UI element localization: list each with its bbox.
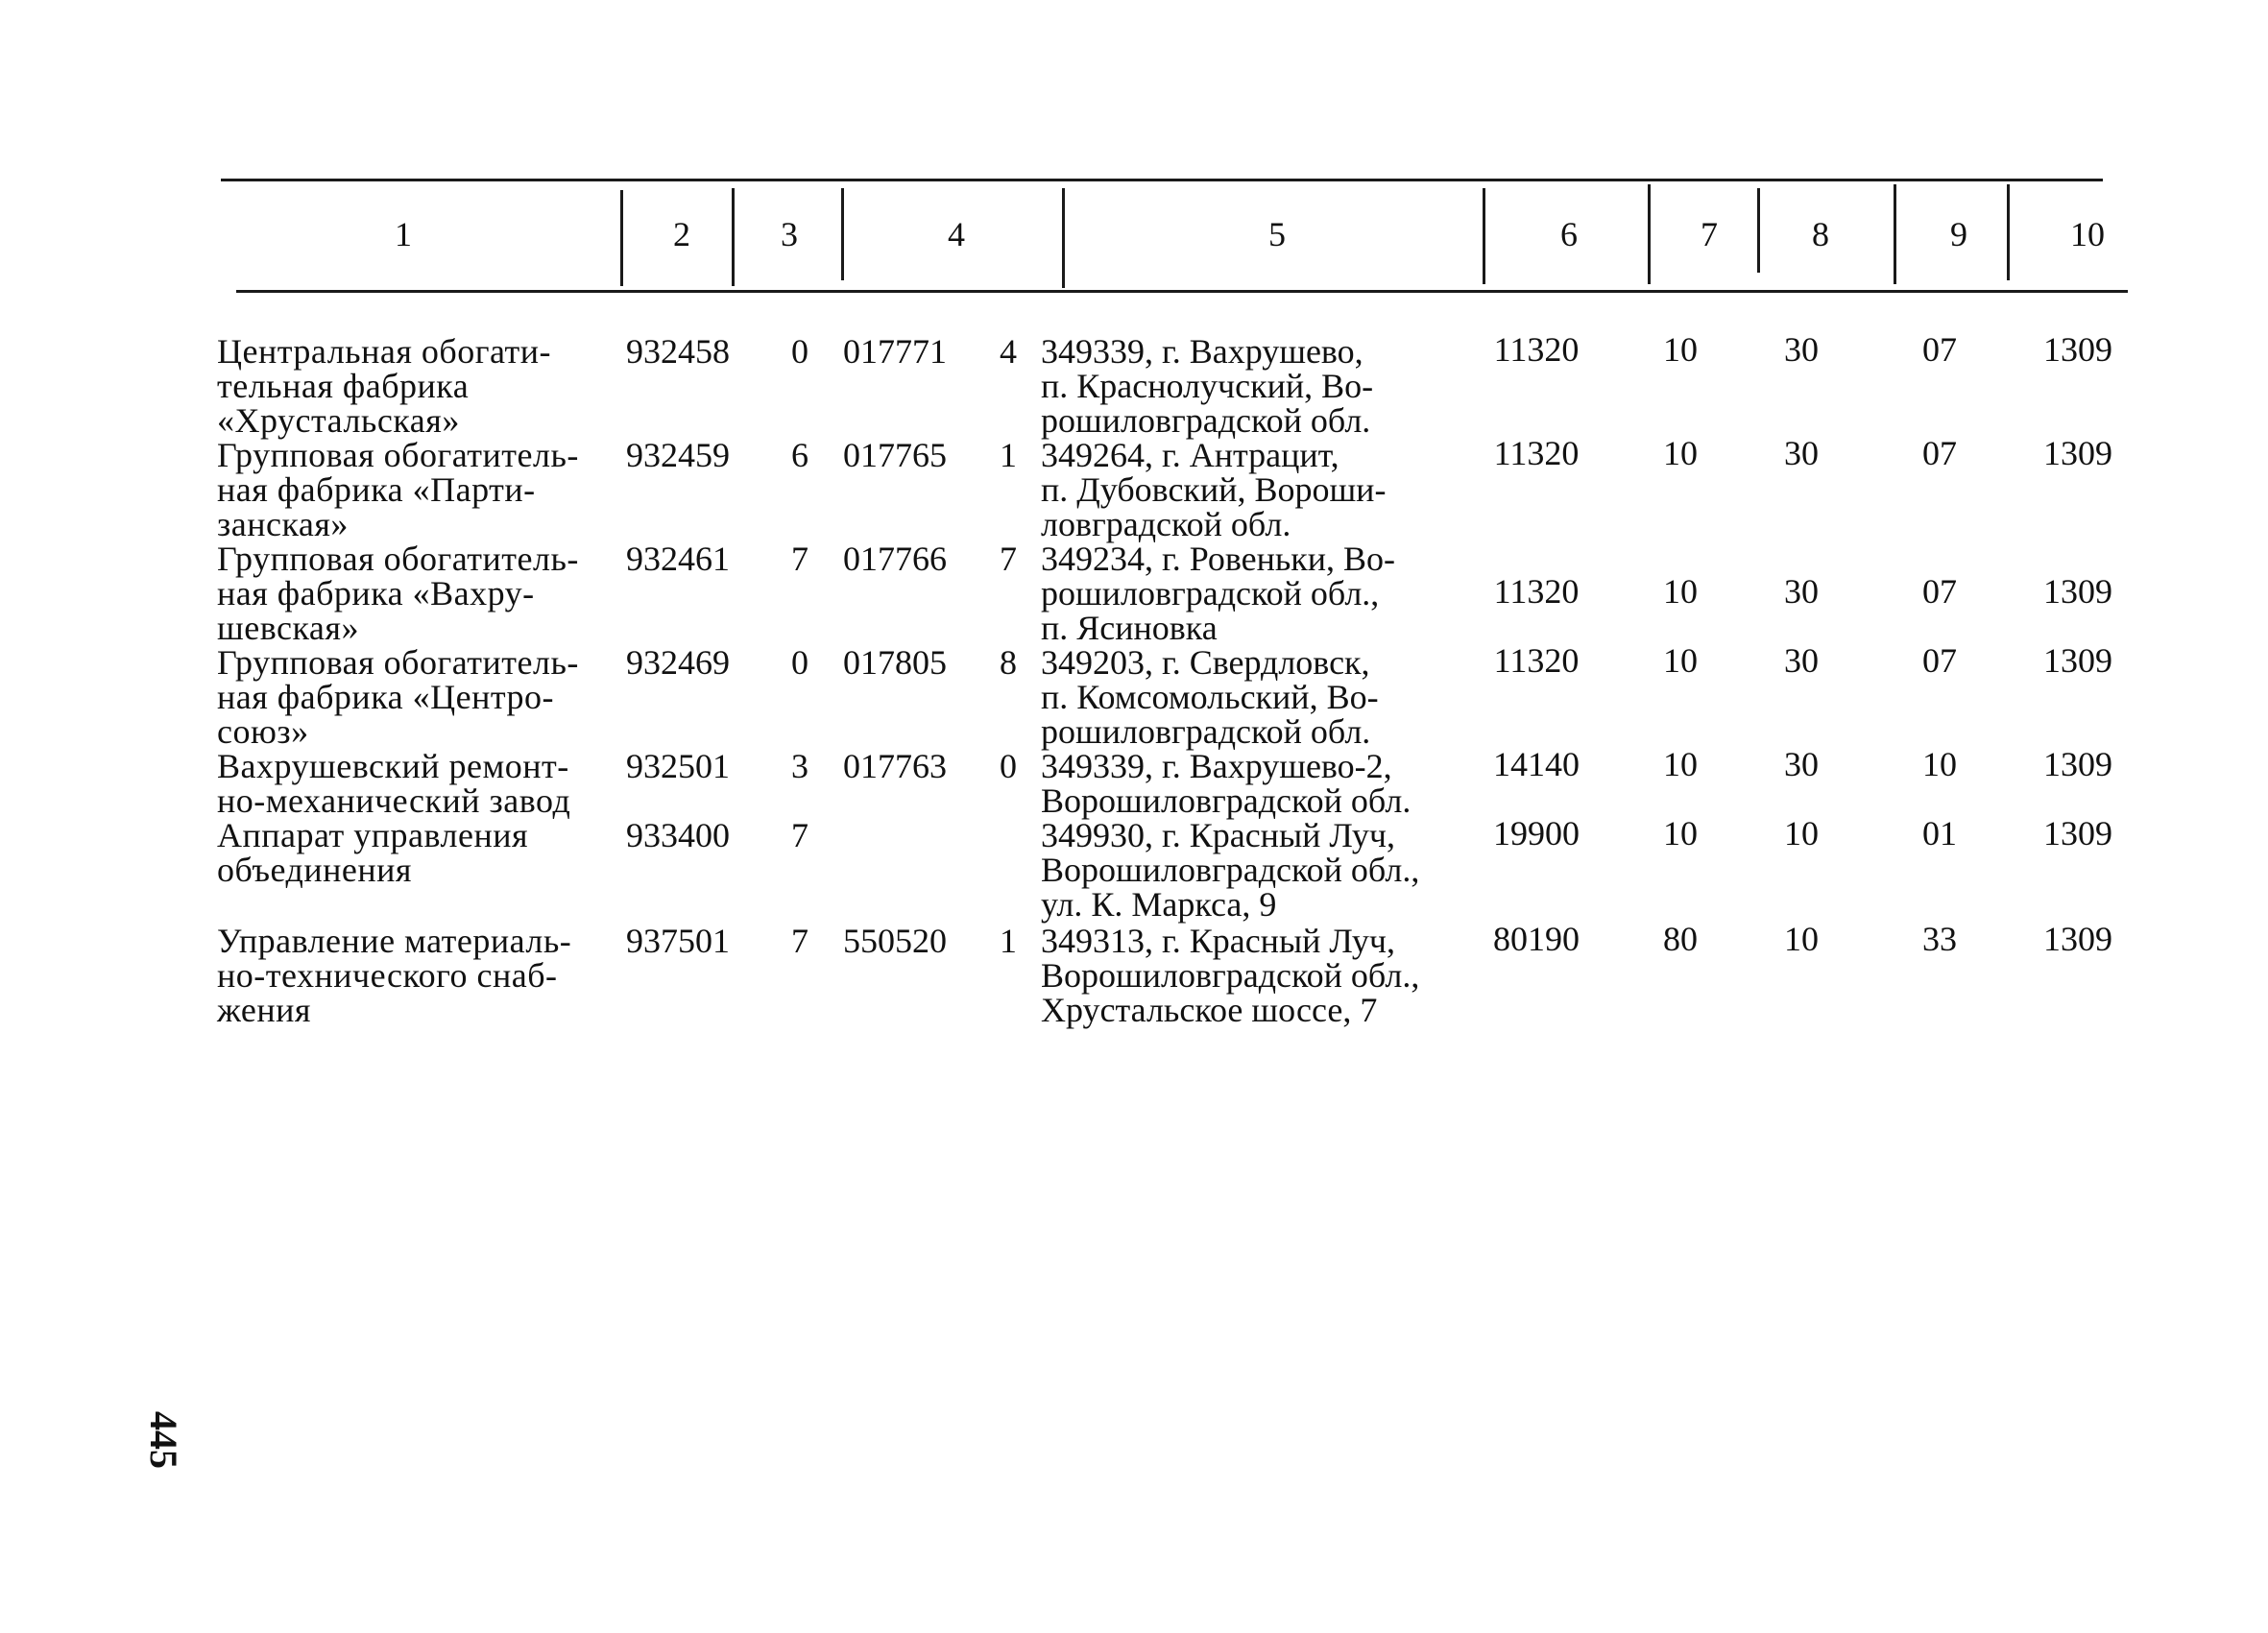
code-col-7: 80 xyxy=(1663,920,1698,958)
code-col-2: 932501 xyxy=(626,747,730,785)
header-col-6: 6 xyxy=(1560,215,1578,253)
column-divider xyxy=(1483,188,1485,284)
code-col-6: 14140 xyxy=(1493,745,1580,783)
code-col-9: 07 xyxy=(1922,641,1957,680)
address: 349234, г. Ровеньки, Во- рошиловградской обл., п. Ясиновка xyxy=(1041,540,1396,647)
code-col-8: 10 xyxy=(1784,814,1819,853)
column-divider xyxy=(2007,184,2010,280)
header-col-4: 4 xyxy=(948,215,965,253)
enterprise-name: Групповая обогатитель- ная фабрика «Вахру- шевская» xyxy=(217,540,579,647)
code-col-7: 10 xyxy=(1663,434,1698,472)
check-digit: 1 xyxy=(1000,436,1017,474)
header-col-9: 9 xyxy=(1950,215,1967,253)
code-col-2: 932461 xyxy=(626,540,730,578)
address: 349930, г. Красный Луч, Ворошиловградской обл., ул. К. Маркса, 9 xyxy=(1041,816,1420,924)
code-col-10: 1309 xyxy=(2043,641,2112,680)
code-col-10: 1309 xyxy=(2043,745,2112,783)
code-col-8: 30 xyxy=(1784,641,1819,680)
code-col-6: 11320 xyxy=(1493,572,1580,611)
code-col-2: 937501 xyxy=(626,922,730,960)
code-col-6: 19900 xyxy=(1493,814,1580,853)
code-col-4: 017766 xyxy=(843,540,947,578)
check-digit: 1 xyxy=(1000,922,1017,960)
address: 349264, г. Антрацит, п. Дубовский, Вороши- ловградской обл. xyxy=(1041,436,1387,543)
check-digit: 8 xyxy=(1000,643,1017,682)
code-col-2: 932458 xyxy=(626,332,730,371)
code-col-7: 10 xyxy=(1663,641,1698,680)
code-col-7: 10 xyxy=(1663,572,1698,611)
column-divider xyxy=(1062,188,1065,288)
header-col-2: 2 xyxy=(673,215,690,253)
code-col-8: 30 xyxy=(1784,434,1819,472)
code-col-9: 07 xyxy=(1922,330,1957,369)
code-col-10: 1309 xyxy=(2043,920,2112,958)
code-col-3: 7 xyxy=(791,540,808,578)
header-col-8: 8 xyxy=(1812,215,1829,253)
code-col-9: 07 xyxy=(1922,434,1957,472)
enterprise-name: Групповая обогатитель- ная фабрика «Центро- союз» xyxy=(217,643,579,751)
page-number: 445 xyxy=(142,1411,185,1469)
column-divider xyxy=(1757,188,1760,273)
address: 349203, г. Свердловск, п. Комсомольский, Во- рошиловградской обл. xyxy=(1041,643,1379,751)
column-divider xyxy=(1648,184,1651,284)
code-col-7: 10 xyxy=(1663,814,1698,853)
code-col-8: 30 xyxy=(1784,745,1819,783)
column-divider xyxy=(841,188,844,280)
check-digit: 7 xyxy=(1000,540,1017,578)
code-col-8: 30 xyxy=(1784,330,1819,369)
check-digit: 4 xyxy=(1000,332,1017,371)
code-col-3: 0 xyxy=(791,332,808,371)
code-col-7: 10 xyxy=(1663,745,1698,783)
check-digit: 0 xyxy=(1000,747,1017,785)
code-col-3: 7 xyxy=(791,922,808,960)
code-col-2: 933400 xyxy=(626,816,730,854)
address: 349339, г. Вахрушево, п. Краснолучский, Во- рошиловградской обл. xyxy=(1041,332,1374,440)
enterprise-name: Вахрушевский ремонт- но-механический завод xyxy=(217,747,571,820)
code-col-3: 3 xyxy=(791,747,808,785)
code-col-3: 7 xyxy=(791,816,808,854)
code-col-2: 932459 xyxy=(626,436,730,474)
code-col-8: 30 xyxy=(1784,572,1819,611)
code-col-9: 33 xyxy=(1922,920,1957,958)
code-col-10: 1309 xyxy=(2043,434,2112,472)
code-col-4: 017765 xyxy=(843,436,947,474)
header-col-3: 3 xyxy=(781,215,798,253)
header-col-5: 5 xyxy=(1268,215,1286,253)
column-divider xyxy=(1894,184,1896,284)
column-divider xyxy=(732,188,735,286)
header-col-10: 10 xyxy=(2070,215,2105,253)
code-col-4: 017763 xyxy=(843,747,947,785)
code-col-10: 1309 xyxy=(2043,572,2112,611)
code-col-2: 932469 xyxy=(626,643,730,682)
code-col-3: 0 xyxy=(791,643,808,682)
code-col-9: 10 xyxy=(1922,745,1957,783)
code-col-6: 11320 xyxy=(1493,330,1580,369)
enterprise-name: Управление материаль- но-технического снаб- жения xyxy=(217,922,572,1029)
code-col-7: 10 xyxy=(1663,330,1698,369)
address: 349313, г. Красный Луч, Ворошиловградской обл., Хрустальское шоссе, 7 xyxy=(1041,922,1420,1029)
enterprise-name: Групповая обогатитель- ная фабрика «Парти- занская» xyxy=(217,436,579,543)
code-col-8: 10 xyxy=(1784,920,1819,958)
code-col-9: 07 xyxy=(1922,572,1957,611)
code-col-4: 017805 xyxy=(843,643,947,682)
column-divider xyxy=(620,190,623,286)
code-col-9: 01 xyxy=(1922,814,1957,853)
enterprise-name: Центральная обогати- тельная фабрика «Хрустальская» xyxy=(217,332,552,440)
header-col-7: 7 xyxy=(1701,215,1718,253)
table-top-rule xyxy=(221,179,2103,181)
address: 349339, г. Вахрушево-2, Ворошиловградской обл. xyxy=(1041,747,1411,820)
code-col-4: 550520 xyxy=(843,922,947,960)
enterprise-name: Аппарат управления объединения xyxy=(217,816,529,889)
code-col-6: 11320 xyxy=(1493,434,1580,472)
table-header-bottom-rule xyxy=(236,290,2128,293)
code-col-4: 017771 xyxy=(843,332,947,371)
code-col-6: 11320 xyxy=(1493,641,1580,680)
code-col-10: 1309 xyxy=(2043,814,2112,853)
code-col-6: 80190 xyxy=(1493,920,1580,958)
header-col-1: 1 xyxy=(395,215,412,253)
code-col-3: 6 xyxy=(791,436,808,474)
code-col-10: 1309 xyxy=(2043,330,2112,369)
